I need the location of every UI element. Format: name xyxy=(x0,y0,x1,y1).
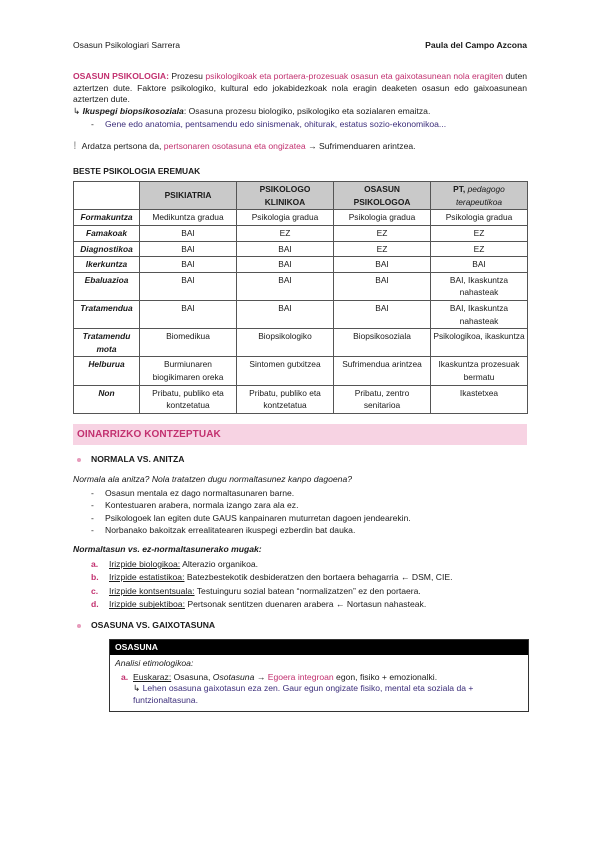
table-cell: Ikastetxea xyxy=(431,385,528,413)
row-header: Tratamendua xyxy=(74,301,140,329)
ikuspegi-label: Ikuspegi biopsikosoziala xyxy=(82,105,184,116)
page-header xyxy=(73,40,527,52)
box-highlight: Egoera integroan xyxy=(267,671,334,682)
table-cell: EZ xyxy=(334,241,431,257)
criteria-list xyxy=(73,559,527,611)
table-cell: BAI xyxy=(237,241,334,257)
list-item: - Psikologoek lan egiten dute GAUS kanpainaren muturretan dagoen jendearekin. xyxy=(73,513,527,525)
row-header: Ebaluazioa xyxy=(74,272,140,300)
row-header: Diagnostikoa xyxy=(74,241,140,257)
row-header: Helburua xyxy=(74,357,140,385)
intro-highlight: psikologikoak eta portaera-prozesuak osasun eta gaixotasunean nola eragiten xyxy=(205,71,504,81)
table-cell: BAI xyxy=(140,257,237,273)
criteria-item: d. Irizpide subjektiboa: Pertsonak sentitzen duenaren arabera ← Nortasun nahasteak. xyxy=(91,599,427,610)
table-cell: BAI xyxy=(140,241,237,257)
list-item: - Osasun mentala ez dago normaltasunaren barne. xyxy=(73,488,527,500)
row-header: Tratamendu mota xyxy=(74,329,140,357)
table-cell: Psikologikoa, ikaskuntza xyxy=(431,329,528,357)
alert-highlight: pertsonaren osotasuna eta ongizatea xyxy=(163,140,306,151)
box-note: ↳ Lehen osasuna gaixotasun eza zen. Gaur egun ongizate fisiko, mental eta soziala da + funtzionaltasuna. xyxy=(133,683,474,705)
alert-line: ! Ardatza pertsona da, pertsonaren osotasuna eta ongizatea → Sufrimenduaren arintzea. xyxy=(73,139,416,152)
table-cell: BAI xyxy=(334,301,431,329)
table-row xyxy=(74,241,528,257)
table-cell: Psikologia gradua xyxy=(237,210,334,226)
box-subtitle: Analisi etimologikoa: xyxy=(115,658,194,669)
section-banner: OINARRIZKO KONTZEPTUAK xyxy=(73,424,527,446)
header-course-title: Osasun Psikologiari Sarrera xyxy=(73,40,180,50)
table-cell: Ikaskuntza prozesuak bermatu xyxy=(431,357,528,385)
table-cell: BAI xyxy=(140,272,237,300)
table-cell: Biopsikologiko xyxy=(237,329,334,357)
osasuna-box xyxy=(109,639,529,712)
criteria-item: c. Irizpide kontsentsuala: Testuinguru sozial batean “normalizatzen” ez den portaera. xyxy=(91,585,421,596)
exclamation-icon: ! xyxy=(73,139,77,152)
table-row xyxy=(74,257,528,273)
table-cell: Pribatu, publiko eta kontzetatua xyxy=(237,385,334,413)
table-row xyxy=(74,225,528,241)
table-cell: BAI, Ikaskuntza nahasteak xyxy=(431,272,528,300)
return-arrow-icon: ↳ xyxy=(73,105,81,116)
header-author: Paula del Campo Azcona xyxy=(425,40,527,50)
table-cell: BAI xyxy=(431,257,528,273)
table-row xyxy=(74,272,528,300)
row-header: Non xyxy=(74,385,140,413)
table-corner-cell xyxy=(74,182,140,210)
row-header: Famakoak xyxy=(74,225,140,241)
column-header: OSASUN PSIKOLOGOA xyxy=(334,182,431,210)
box-body xyxy=(110,655,528,710)
return-arrow-icon: ↳ xyxy=(133,683,141,694)
table-row xyxy=(74,385,528,413)
table-cell: BAI xyxy=(237,257,334,273)
page-content xyxy=(73,71,527,712)
box-title: OSASUNA xyxy=(110,640,528,656)
table-cell: EZ xyxy=(237,225,334,241)
table-row xyxy=(74,357,528,385)
table-header-row xyxy=(74,182,528,210)
table-cell: BAI xyxy=(334,257,431,273)
table-cell: EZ xyxy=(334,225,431,241)
ikuspegi-list xyxy=(73,119,527,131)
list-item: - Kontestuaren arabera, normala izango zara ala ez. xyxy=(73,500,527,512)
table-body xyxy=(74,210,528,414)
row-header: Formakuntza xyxy=(74,210,140,226)
table-cell: BAI xyxy=(237,301,334,329)
mugak-heading: Normaltasun vs. ez-normaltasunerako mugak: xyxy=(73,543,262,554)
row-header: Ikerkuntza xyxy=(74,257,140,273)
column-header: PSIKOLOGO KLINIKOA xyxy=(237,182,334,210)
table-cell: BAI xyxy=(140,301,237,329)
table-cell: Psikologia gradua xyxy=(334,210,431,226)
table-cell: Biopsikosoziala xyxy=(334,329,431,357)
table-cell: BAI xyxy=(334,272,431,300)
table-row xyxy=(74,210,528,226)
table-cell: Burmiunaren biogikimaren oreka xyxy=(140,357,237,385)
column-header: PSIKIATRIA xyxy=(140,182,237,210)
column-header: PT, pedagogo terapeutikoa xyxy=(431,182,528,210)
box-item: a. Euskaraz: Osasuna, Osotasuna → Egoera integroan egon, fisiko + emozionalki. xyxy=(121,671,438,682)
table-cell: EZ xyxy=(431,241,528,257)
criteria-item: b. Irizpide estatistikoa: Batezbestekotik desbideratzen den bortaera behagarria ← DSM, CIE. xyxy=(91,572,453,583)
table-cell: BAI, Ikaskuntza nahasteak xyxy=(431,301,528,329)
criteria-item: a. Irizpide biologikoa: Alterazio organikoa. xyxy=(91,558,259,569)
ikuspegi-line: ↳ Ikuspegi biopsikosoziala: Osasuna prozesu biologiko, psikologiko eta sozialaren emaitza. xyxy=(73,105,431,116)
table-cell: Medikuntza gradua xyxy=(140,210,237,226)
table-row xyxy=(74,301,528,329)
intro-term: OSASUN PSIKOLOGIA: xyxy=(73,71,169,81)
table-cell: Pribatu, publiko eta kontzetatua xyxy=(140,385,237,413)
table-cell: Pribatu, zentro senitarioa xyxy=(334,385,431,413)
table-cell: EZ xyxy=(431,225,528,241)
psychology-fields-table xyxy=(73,181,528,414)
normala-list xyxy=(73,488,527,537)
normala-question: Normala ala anitza? Nola tratatzen dugu normaltasunez kanpo dagoena? xyxy=(73,474,353,484)
table-cell: Biomedikua xyxy=(140,329,237,357)
normala-heading: NORMALA VS. ANITZA xyxy=(73,454,527,466)
table-section-title: BESTE PSIKOLOGIA EREMUAK xyxy=(73,165,201,176)
table-row xyxy=(74,329,528,357)
list-item: - Gene edo anatomia, pentsamendu edo sinismenak, ohiturak, estatus sozio-ekonomikoa... xyxy=(73,119,527,131)
table-cell: BAI xyxy=(237,272,334,300)
intro-paragraph: OSASUN PSIKOLOGIA: Prozesu psikologikoak eta portaera-prozesuak osasun eta gaixotasunean nola eragiten duten aztertzen dute. Faktore psikologiko, kultural edo jokabidezkoak nola eragin deaketen osasun edo gaixoasunean aztertzen dute. xyxy=(73,71,528,105)
table-cell: Sufrimendua arintzea xyxy=(334,357,431,385)
osasuna-heading: OSASUNA VS. GAIXOTASUNA xyxy=(73,620,527,632)
table-cell: BAI xyxy=(140,225,237,241)
list-item: - Norbanako bakoitzak errealitatearen ikuspegi ezberdin bat dauka. xyxy=(73,525,527,537)
table-cell: Psikologia gradua xyxy=(431,210,528,226)
table-cell: Sintomen gutxitzea xyxy=(237,357,334,385)
